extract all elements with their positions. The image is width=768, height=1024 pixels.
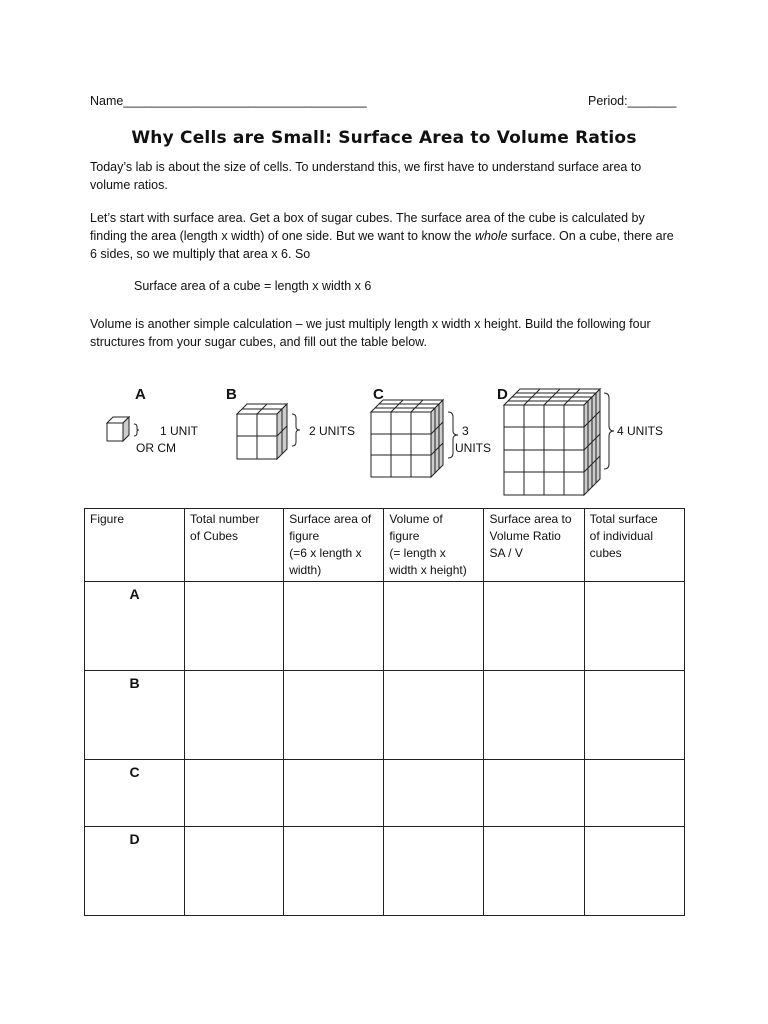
table-row: [85, 760, 685, 827]
header-volume: [384, 509, 484, 582]
figure-c-label-1: 3: [462, 424, 469, 438]
cell-d-ratio[interactable]: [484, 827, 584, 916]
header-text: Total surface: [589, 512, 658, 526]
page-title: Why Cells are Small: Surface Area to Volume Ratios: [131, 128, 637, 148]
table-row: [85, 671, 685, 760]
header-text: figure: [389, 529, 420, 543]
figure-b-cube-icon: [234, 402, 306, 462]
cell-b-surface-area[interactable]: [284, 671, 384, 760]
header-text: Surface area to: [489, 512, 572, 526]
figure-c-label-2: UNITS: [455, 441, 491, 455]
figure-a-label-1: 1 UNIT: [160, 424, 199, 438]
cell-c-volume[interactable]: [384, 760, 484, 827]
header-sa-v-ratio: [484, 509, 584, 582]
surface-area-paragraph: [90, 209, 680, 263]
header-text: figure: [289, 529, 320, 543]
cell-d-volume[interactable]: [384, 827, 484, 916]
figure-b-label: 2 UNITS: [309, 424, 356, 438]
cell-d-individual-surface[interactable]: [584, 827, 684, 916]
cell-c-surface-area[interactable]: [284, 760, 384, 827]
figure-d-cube-icon: [500, 387, 618, 497]
figure-d-label: 4 UNITS: [617, 424, 664, 438]
header-surface-area: [284, 509, 384, 582]
header-text: of Cubes: [190, 529, 239, 543]
header-text: SA / V: [489, 546, 523, 560]
header-figure: [85, 509, 185, 582]
figure-c-letter: C: [373, 386, 384, 403]
cell-b-total-cubes[interactable]: [185, 671, 284, 760]
header-text: Surface area of: [289, 512, 372, 526]
header-text: (=6 x length x: [289, 546, 362, 560]
surface-area-emphasis: whole: [474, 229, 508, 243]
figure-d-letter: D: [497, 386, 508, 403]
table-row: [85, 582, 685, 671]
header-text: of individual: [589, 529, 654, 543]
row-label-d: D: [85, 827, 185, 916]
header-text: Figure: [90, 512, 125, 526]
table-row: [85, 827, 685, 916]
header-text: width x height): [389, 563, 467, 577]
figure-c-cube-icon: [367, 398, 467, 480]
name-line[interactable]: Name___________________________________: [90, 94, 367, 108]
cell-a-ratio[interactable]: [484, 582, 584, 671]
surface-area-text-b: surface. On a cube, there are 6 sides, so we multiply that area x 6. So: [90, 229, 674, 261]
header-total-cubes: [185, 509, 284, 582]
header-text: Volume Ratio: [489, 529, 561, 543]
row-label-c: C: [85, 760, 185, 827]
row-label-b: B: [85, 671, 185, 760]
figure-a-label-2: OR CM: [136, 441, 176, 455]
figure-a-letter: A: [135, 386, 146, 403]
table-header-row: [85, 509, 685, 582]
cell-b-individual-surface[interactable]: [584, 671, 684, 760]
header-text: Total number: [190, 512, 260, 526]
cell-a-volume[interactable]: [384, 582, 484, 671]
surface-area-text-a: Let’s start with surface area. Get a box of sugar cubes. The surface area of the cube is calculated by finding the area (length x width) of one side. But we want to know the: [90, 211, 645, 243]
header-text: cubes: [589, 546, 622, 560]
cell-b-ratio[interactable]: [484, 671, 584, 760]
cell-c-ratio[interactable]: [484, 760, 584, 827]
period-line[interactable]: Period:_______: [588, 94, 677, 108]
surface-area-formula: Surface area of a cube = length x width x 6: [134, 279, 372, 293]
cell-d-total-cubes[interactable]: [185, 827, 284, 916]
header-total-surface-individual: [584, 509, 684, 582]
volume-paragraph: Volume is another simple calculation – we just multiply length x width x height. Build the following four structures from your sugar cubes, and fill out the table below.: [90, 317, 651, 349]
row-label-a: A: [85, 582, 185, 671]
header-text: Volume of: [389, 512, 443, 526]
data-table: [84, 508, 685, 916]
header-text: width): [289, 563, 322, 577]
cell-d-surface-area[interactable]: [284, 827, 384, 916]
cell-c-individual-surface[interactable]: [584, 760, 684, 827]
intro-paragraph: Today’s lab is about the size of cells. To understand this, we first have to understand surface area to volume ratios.: [90, 160, 642, 192]
cell-a-surface-area[interactable]: [284, 582, 384, 671]
cell-b-volume[interactable]: [384, 671, 484, 760]
cell-c-total-cubes[interactable]: [185, 760, 284, 827]
cell-a-individual-surface[interactable]: [584, 582, 684, 671]
cell-a-total-cubes[interactable]: [185, 582, 284, 671]
header-text: (= length x: [389, 546, 446, 560]
figure-b-letter: B: [226, 386, 237, 403]
